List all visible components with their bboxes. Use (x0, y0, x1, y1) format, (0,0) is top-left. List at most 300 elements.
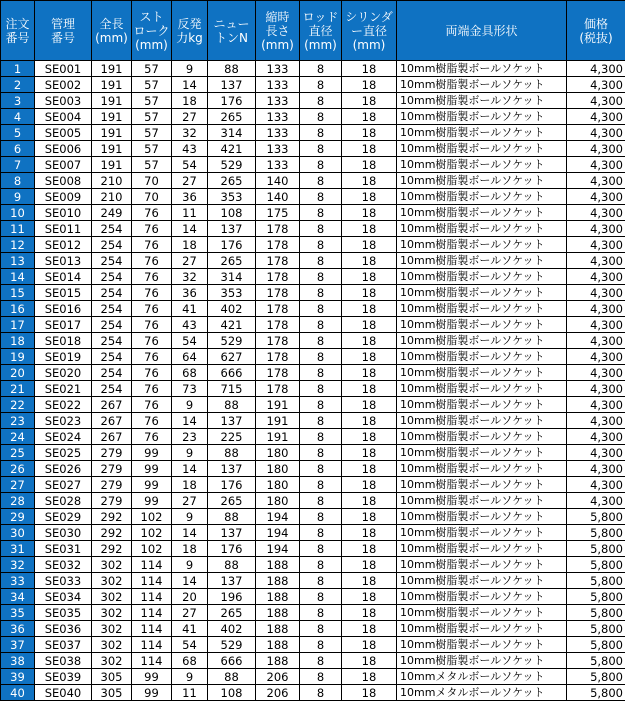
cell-compressed-length: 178 (256, 333, 300, 349)
cell-total-length: 302 (92, 637, 132, 653)
cell-stroke: 76 (132, 253, 172, 269)
table-row (1, 509, 625, 525)
cell-price: 4,300 (567, 109, 625, 125)
cell-end-fitting-shape: 10mm樹脂製ボールソケット (397, 413, 567, 429)
cell-order-number: 14 (1, 269, 35, 285)
cell-stroke: 114 (132, 589, 172, 605)
cell-control-number: SE036 (35, 621, 92, 637)
cell-rod-diameter: 8 (300, 445, 342, 461)
cell-stroke: 99 (132, 685, 172, 701)
cell-force-newton: 314 (208, 125, 256, 141)
cell-end-fitting-shape: 10mm樹脂製ボールソケット (397, 125, 567, 141)
cell-compressed-length: 180 (256, 461, 300, 477)
cell-total-length: 305 (92, 685, 132, 701)
cell-control-number: SE012 (35, 237, 92, 253)
cell-force-kg: 9 (172, 397, 208, 413)
cell-control-number: SE004 (35, 109, 92, 125)
cell-force-newton: 402 (208, 301, 256, 317)
cell-force-kg: 32 (172, 125, 208, 141)
cell-rod-diameter: 8 (300, 61, 342, 77)
cell-total-length: 279 (92, 477, 132, 493)
cell-rod-diameter: 8 (300, 77, 342, 93)
cell-cylinder-diameter: 18 (342, 221, 397, 237)
cell-order-number: 19 (1, 349, 35, 365)
cell-force-newton: 88 (208, 669, 256, 685)
cell-stroke: 76 (132, 301, 172, 317)
cell-stroke: 114 (132, 573, 172, 589)
cell-cylinder-diameter: 18 (342, 445, 397, 461)
cell-price: 4,300 (567, 317, 625, 333)
cell-stroke: 76 (132, 205, 172, 221)
cell-order-number: 6 (1, 141, 35, 157)
cell-end-fitting-shape: 10mm樹脂製ボールソケット (397, 381, 567, 397)
cell-price: 4,300 (567, 237, 625, 253)
cell-order-number: 33 (1, 573, 35, 589)
cell-force-kg: 9 (172, 445, 208, 461)
cell-price: 4,300 (567, 125, 625, 141)
cell-stroke: 76 (132, 365, 172, 381)
cell-control-number: SE008 (35, 173, 92, 189)
cell-price: 5,800 (567, 573, 625, 589)
cell-control-number: SE005 (35, 125, 92, 141)
table-row (1, 205, 625, 221)
cell-end-fitting-shape: 10mm樹脂製ボールソケット (397, 61, 567, 77)
cell-rod-diameter: 8 (300, 141, 342, 157)
cell-end-fitting-shape: 10mm樹脂製ボールソケット (397, 269, 567, 285)
cell-force-kg: 14 (172, 413, 208, 429)
cell-end-fitting-shape: 10mm樹脂製ボールソケット (397, 141, 567, 157)
cell-stroke: 70 (132, 189, 172, 205)
cell-force-newton: 353 (208, 189, 256, 205)
cell-control-number: SE040 (35, 685, 92, 701)
cell-order-number: 40 (1, 685, 35, 701)
cell-cylinder-diameter: 18 (342, 77, 397, 93)
cell-order-number: 18 (1, 333, 35, 349)
cell-cylinder-diameter: 18 (342, 589, 397, 605)
cell-end-fitting-shape: 10mm樹脂製ボールソケット (397, 397, 567, 413)
cell-force-kg: 14 (172, 221, 208, 237)
cell-price: 4,300 (567, 429, 625, 445)
cell-compressed-length: 180 (256, 477, 300, 493)
cell-end-fitting-shape: 10mm樹脂製ボールソケット (397, 349, 567, 365)
cell-force-newton: 176 (208, 237, 256, 253)
cell-total-length: 302 (92, 653, 132, 669)
cell-order-number: 36 (1, 621, 35, 637)
table-row (1, 589, 625, 605)
cell-price: 5,800 (567, 685, 625, 701)
cell-control-number: SE019 (35, 349, 92, 365)
cell-cylinder-diameter: 18 (342, 173, 397, 189)
cell-force-kg: 14 (172, 77, 208, 93)
cell-rod-diameter: 8 (300, 333, 342, 349)
cell-price: 4,300 (567, 189, 625, 205)
cell-end-fitting-shape: 10mm樹脂製ボールソケット (397, 365, 567, 381)
cell-cylinder-diameter: 18 (342, 653, 397, 669)
cell-compressed-length: 188 (256, 653, 300, 669)
cell-stroke: 102 (132, 525, 172, 541)
cell-price: 4,300 (567, 493, 625, 509)
cell-force-kg: 9 (172, 509, 208, 525)
cell-control-number: SE023 (35, 413, 92, 429)
cell-total-length: 254 (92, 269, 132, 285)
cell-control-number: SE009 (35, 189, 92, 205)
table-row (1, 653, 625, 669)
cell-stroke: 76 (132, 285, 172, 301)
cell-stroke: 114 (132, 653, 172, 669)
cell-stroke: 114 (132, 637, 172, 653)
cell-end-fitting-shape: 10mm樹脂製ボールソケット (397, 493, 567, 509)
cell-force-kg: 18 (172, 541, 208, 557)
cell-stroke: 76 (132, 429, 172, 445)
header-control-number: 管理 番号 (35, 1, 92, 61)
cell-cylinder-diameter: 18 (342, 317, 397, 333)
cell-price: 5,800 (567, 637, 625, 653)
cell-cylinder-diameter: 18 (342, 413, 397, 429)
cell-price: 4,300 (567, 61, 625, 77)
table-row (1, 365, 625, 381)
cell-compressed-length: 178 (256, 381, 300, 397)
cell-end-fitting-shape: 10mm樹脂製ボールソケット (397, 301, 567, 317)
cell-cylinder-diameter: 18 (342, 157, 397, 173)
cell-total-length: 254 (92, 381, 132, 397)
cell-compressed-length: 180 (256, 445, 300, 461)
cell-rod-diameter: 8 (300, 573, 342, 589)
header-force-kg: 反発 力kg (172, 1, 208, 61)
cell-force-newton: 137 (208, 77, 256, 93)
cell-order-number: 23 (1, 413, 35, 429)
cell-force-kg: 9 (172, 557, 208, 573)
cell-stroke: 76 (132, 349, 172, 365)
cell-compressed-length: 140 (256, 173, 300, 189)
cell-control-number: SE014 (35, 269, 92, 285)
cell-compressed-length: 194 (256, 525, 300, 541)
table-row (1, 493, 625, 509)
cell-stroke: 57 (132, 93, 172, 109)
cell-compressed-length: 206 (256, 685, 300, 701)
cell-force-newton: 402 (208, 621, 256, 637)
cell-force-kg: 41 (172, 621, 208, 637)
cell-cylinder-diameter: 18 (342, 125, 397, 141)
cell-rod-diameter: 8 (300, 285, 342, 301)
cell-force-newton: 265 (208, 109, 256, 125)
cell-compressed-length: 178 (256, 237, 300, 253)
cell-compressed-length: 194 (256, 541, 300, 557)
cell-end-fitting-shape: 10mmメタルボールソケット (397, 669, 567, 685)
cell-order-number: 22 (1, 397, 35, 413)
cell-force-kg: 27 (172, 253, 208, 269)
cell-force-kg: 14 (172, 573, 208, 589)
cell-price: 5,800 (567, 525, 625, 541)
cell-compressed-length: 188 (256, 605, 300, 621)
cell-control-number: SE020 (35, 365, 92, 381)
cell-end-fitting-shape: 10mm樹脂製ボールソケット (397, 621, 567, 637)
cell-end-fitting-shape: 10mm樹脂製ボールソケット (397, 253, 567, 269)
cell-force-kg: 18 (172, 93, 208, 109)
cell-force-newton: 529 (208, 637, 256, 653)
cell-force-newton: 265 (208, 605, 256, 621)
cell-control-number: SE003 (35, 93, 92, 109)
table-row (1, 93, 625, 109)
cell-rod-diameter: 8 (300, 589, 342, 605)
cell-force-kg: 54 (172, 333, 208, 349)
cell-compressed-length: 178 (256, 269, 300, 285)
cell-total-length: 305 (92, 669, 132, 685)
cell-compressed-length: 133 (256, 125, 300, 141)
cell-stroke: 57 (132, 109, 172, 125)
cell-end-fitting-shape: 10mm樹脂製ボールソケット (397, 589, 567, 605)
cell-total-length: 302 (92, 557, 132, 573)
cell-order-number: 16 (1, 301, 35, 317)
cell-end-fitting-shape: 10mm樹脂製ボールソケット (397, 285, 567, 301)
cell-cylinder-diameter: 18 (342, 397, 397, 413)
cell-stroke: 102 (132, 541, 172, 557)
cell-cylinder-diameter: 18 (342, 141, 397, 157)
cell-rod-diameter: 8 (300, 253, 342, 269)
cell-compressed-length: 206 (256, 669, 300, 685)
cell-price: 5,800 (567, 669, 625, 685)
cell-total-length: 267 (92, 429, 132, 445)
cell-price: 4,300 (567, 77, 625, 93)
cell-stroke: 76 (132, 397, 172, 413)
cell-force-kg: 27 (172, 605, 208, 621)
cell-force-kg: 27 (172, 109, 208, 125)
cell-rod-diameter: 8 (300, 477, 342, 493)
cell-order-number: 8 (1, 173, 35, 189)
header-cylinder-diameter: シリンダ ー直径 (mm) (342, 1, 397, 61)
cell-price: 5,800 (567, 653, 625, 669)
cell-force-newton: 627 (208, 349, 256, 365)
table-row (1, 61, 625, 77)
cell-order-number: 20 (1, 365, 35, 381)
cell-force-newton: 666 (208, 365, 256, 381)
cell-force-kg: 14 (172, 525, 208, 541)
cell-force-kg: 27 (172, 173, 208, 189)
cell-force-kg: 73 (172, 381, 208, 397)
cell-compressed-length: 178 (256, 285, 300, 301)
cell-cylinder-diameter: 18 (342, 429, 397, 445)
cell-order-number: 7 (1, 157, 35, 173)
cell-control-number: SE007 (35, 157, 92, 173)
cell-control-number: SE026 (35, 461, 92, 477)
cell-force-kg: 27 (172, 493, 208, 509)
cell-compressed-length: 133 (256, 61, 300, 77)
cell-compressed-length: 178 (256, 317, 300, 333)
cell-price: 4,300 (567, 157, 625, 173)
cell-force-kg: 64 (172, 349, 208, 365)
cell-force-newton: 314 (208, 269, 256, 285)
cell-end-fitting-shape: 10mm樹脂製ボールソケット (397, 541, 567, 557)
cell-total-length: 292 (92, 525, 132, 541)
cell-price: 4,300 (567, 445, 625, 461)
cell-rod-diameter: 8 (300, 173, 342, 189)
cell-order-number: 29 (1, 509, 35, 525)
cell-rod-diameter: 8 (300, 189, 342, 205)
cell-price: 5,800 (567, 509, 625, 525)
cell-rod-diameter: 8 (300, 605, 342, 621)
cell-force-newton: 137 (208, 413, 256, 429)
cell-total-length: 279 (92, 493, 132, 509)
cell-cylinder-diameter: 18 (342, 685, 397, 701)
cell-price: 4,300 (567, 173, 625, 189)
cell-order-number: 21 (1, 381, 35, 397)
cell-control-number: SE027 (35, 477, 92, 493)
header-order-number: 注文 番号 (1, 1, 35, 61)
cell-cylinder-diameter: 18 (342, 253, 397, 269)
cell-price: 4,300 (567, 141, 625, 157)
cell-rod-diameter: 8 (300, 157, 342, 173)
cell-cylinder-diameter: 18 (342, 477, 397, 493)
table-row (1, 157, 625, 173)
cell-force-kg: 20 (172, 589, 208, 605)
cell-rod-diameter: 8 (300, 669, 342, 685)
cell-force-newton: 421 (208, 141, 256, 157)
cell-end-fitting-shape: 10mm樹脂製ボールソケット (397, 221, 567, 237)
cell-cylinder-diameter: 18 (342, 109, 397, 125)
cell-stroke: 70 (132, 173, 172, 189)
cell-rod-diameter: 8 (300, 269, 342, 285)
cell-total-length: 302 (92, 589, 132, 605)
cell-rod-diameter: 8 (300, 237, 342, 253)
cell-cylinder-diameter: 18 (342, 333, 397, 349)
cell-control-number: SE039 (35, 669, 92, 685)
cell-force-newton: 88 (208, 445, 256, 461)
header-total-length: 全長 (mm) (92, 1, 132, 61)
cell-end-fitting-shape: 10mm樹脂製ボールソケット (397, 77, 567, 93)
cell-force-kg: 54 (172, 637, 208, 653)
cell-stroke: 99 (132, 477, 172, 493)
cell-rod-diameter: 8 (300, 221, 342, 237)
cell-cylinder-diameter: 18 (342, 493, 397, 509)
cell-compressed-length: 180 (256, 493, 300, 509)
cell-order-number: 31 (1, 541, 35, 557)
cell-force-newton: 137 (208, 221, 256, 237)
cell-compressed-length: 133 (256, 109, 300, 125)
cell-compressed-length: 178 (256, 221, 300, 237)
cell-total-length: 302 (92, 621, 132, 637)
cell-cylinder-diameter: 18 (342, 349, 397, 365)
cell-price: 4,300 (567, 205, 625, 221)
cell-compressed-length: 133 (256, 93, 300, 109)
table-row (1, 381, 625, 397)
cell-cylinder-diameter: 18 (342, 61, 397, 77)
cell-cylinder-diameter: 18 (342, 605, 397, 621)
cell-cylinder-diameter: 18 (342, 637, 397, 653)
table-row (1, 333, 625, 349)
cell-price: 5,800 (567, 589, 625, 605)
table-row (1, 525, 625, 541)
cell-force-newton: 176 (208, 541, 256, 557)
cell-force-kg: 18 (172, 477, 208, 493)
cell-force-kg: 43 (172, 317, 208, 333)
cell-end-fitting-shape: 10mm樹脂製ボールソケット (397, 189, 567, 205)
cell-price: 4,300 (567, 285, 625, 301)
table-row (1, 541, 625, 557)
cell-price: 4,300 (567, 301, 625, 317)
cell-compressed-length: 133 (256, 141, 300, 157)
cell-force-newton: 176 (208, 477, 256, 493)
cell-control-number: SE018 (35, 333, 92, 349)
header-end-fitting-shape: 両端金具形状 (397, 1, 567, 61)
table-row (1, 349, 625, 365)
cell-end-fitting-shape: 10mm樹脂製ボールソケット (397, 237, 567, 253)
cell-control-number: SE034 (35, 589, 92, 605)
cell-stroke: 57 (132, 141, 172, 157)
table-row (1, 125, 625, 141)
cell-stroke: 99 (132, 669, 172, 685)
cell-total-length: 210 (92, 173, 132, 189)
cell-end-fitting-shape: 10mm樹脂製ボールソケット (397, 477, 567, 493)
cell-force-kg: 36 (172, 285, 208, 301)
cell-force-newton: 176 (208, 93, 256, 109)
cell-compressed-length: 178 (256, 365, 300, 381)
cell-force-kg: 68 (172, 653, 208, 669)
cell-control-number: SE025 (35, 445, 92, 461)
cell-cylinder-diameter: 18 (342, 541, 397, 557)
cell-force-newton: 88 (208, 61, 256, 77)
cell-cylinder-diameter: 18 (342, 237, 397, 253)
table-row (1, 317, 625, 333)
cell-end-fitting-shape: 10mm樹脂製ボールソケット (397, 429, 567, 445)
table-row (1, 285, 625, 301)
cell-force-newton: 353 (208, 285, 256, 301)
cell-force-newton: 196 (208, 589, 256, 605)
cell-order-number: 32 (1, 557, 35, 573)
cell-total-length: 191 (92, 77, 132, 93)
cell-order-number: 13 (1, 253, 35, 269)
cell-price: 4,300 (567, 349, 625, 365)
cell-order-number: 5 (1, 125, 35, 141)
cell-stroke: 76 (132, 237, 172, 253)
cell-price: 4,300 (567, 93, 625, 109)
cell-cylinder-diameter: 18 (342, 525, 397, 541)
cell-cylinder-diameter: 18 (342, 573, 397, 589)
table-row (1, 413, 625, 429)
cell-order-number: 24 (1, 429, 35, 445)
cell-rod-diameter: 8 (300, 461, 342, 477)
table-row (1, 429, 625, 445)
cell-stroke: 99 (132, 445, 172, 461)
cell-force-newton: 88 (208, 509, 256, 525)
header-row (1, 1, 625, 61)
cell-force-newton: 265 (208, 493, 256, 509)
cell-price: 4,300 (567, 221, 625, 237)
cell-stroke: 114 (132, 621, 172, 637)
cell-total-length: 267 (92, 413, 132, 429)
cell-total-length: 254 (92, 349, 132, 365)
cell-stroke: 99 (132, 493, 172, 509)
cell-end-fitting-shape: 10mm樹脂製ボールソケット (397, 461, 567, 477)
cell-order-number: 2 (1, 77, 35, 93)
cell-force-newton: 108 (208, 685, 256, 701)
cell-control-number: SE028 (35, 493, 92, 509)
cell-order-number: 4 (1, 109, 35, 125)
cell-order-number: 25 (1, 445, 35, 461)
header-price: 価格 (税抜) (567, 1, 625, 61)
cell-cylinder-diameter: 18 (342, 557, 397, 573)
cell-stroke: 114 (132, 557, 172, 573)
cell-price: 4,300 (567, 253, 625, 269)
cell-compressed-length: 178 (256, 253, 300, 269)
cell-stroke: 102 (132, 509, 172, 525)
cell-end-fitting-shape: 10mm樹脂製ボールソケット (397, 333, 567, 349)
cell-order-number: 28 (1, 493, 35, 509)
cell-force-newton: 421 (208, 317, 256, 333)
cell-price: 5,800 (567, 541, 625, 557)
cell-compressed-length: 191 (256, 413, 300, 429)
cell-cylinder-diameter: 18 (342, 301, 397, 317)
cell-compressed-length: 133 (256, 77, 300, 93)
cell-force-newton: 88 (208, 397, 256, 413)
